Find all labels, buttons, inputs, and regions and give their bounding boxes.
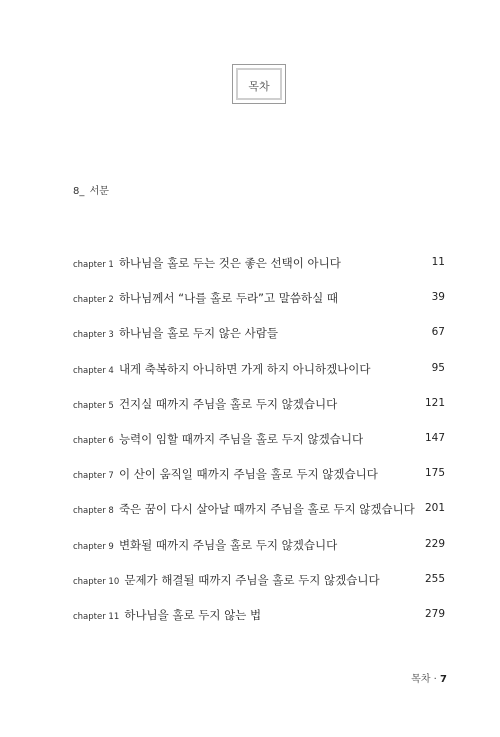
chapter-title: 문제가 해결될 때까지 주님을 홀로 두지 않겠습니다 [124, 572, 380, 587]
chapter-page-number: 121 [424, 396, 445, 409]
toc-entry [73, 604, 445, 639]
chapter-page-number: 11 [431, 256, 445, 268]
chapter-label: chapter 5 [73, 400, 114, 411]
chapter-label: chapter 11 [73, 611, 120, 622]
toc-entry [73, 393, 445, 428]
chapter-title: 내게 축복하지 아니하면 가게 하지 아니하겠나이다 [118, 361, 371, 376]
preface-entry [73, 182, 109, 197]
toc-entry [73, 534, 445, 569]
chapter-label: chapter 6 [73, 435, 114, 446]
chapter-title: 죽은 꿈이 다시 살아날 때까지 주님을 홀로 두지 않겠습니다 [118, 502, 415, 517]
chapter-page-number: 255 [424, 572, 445, 585]
toc-entry [73, 498, 445, 533]
chapter-label: chapter 4 [73, 365, 114, 376]
chapter-page-number: 201 [424, 502, 445, 515]
chapter-label: chapter 9 [73, 541, 114, 552]
chapter-title: 능력이 임할 때까지 주님을 홀로 두지 않겠습니다 [118, 431, 364, 446]
toc-entry [73, 463, 445, 498]
chapter-label: chapter 2 [73, 295, 114, 306]
chapter-title: 하나님을 홀로 두지 않은 사람들 [118, 326, 278, 341]
chapter-page-number: 67 [431, 326, 445, 339]
chapter-title: 하나님을 홀로 두는 것은 좋은 선택이 아니다 [118, 256, 341, 270]
toc-title: 목차 [248, 80, 270, 93]
chapter-page-number: 95 [431, 361, 445, 374]
chapter-label: chapter 10 [73, 576, 120, 587]
footer-page-number: 7 [440, 674, 447, 685]
chapter-label: chapter 3 [73, 330, 114, 341]
chapter-title: 변화될 때까지 주님을 홀로 두지 않겠습니다 [118, 537, 338, 552]
chapter-title: 하나님을 홀로 두지 않는 법 [124, 607, 262, 622]
preface-title: 서문 [89, 186, 109, 197]
toc-title-box [232, 64, 286, 104]
chapter-label: chapter 8 [73, 506, 114, 517]
chapter-label: chapter 7 [73, 471, 114, 482]
toc-list [73, 252, 445, 639]
chapter-title: 하나님께서 “나를 홀로 두라”고 말씀하실 때 [118, 291, 338, 306]
chapter-label: chapter 1 [73, 260, 114, 270]
chapter-title: 건지실 때까지 주님을 홀로 두지 않겠습니다 [118, 396, 338, 411]
chapter-page-number: 39 [431, 291, 445, 304]
chapter-page-number: 229 [424, 537, 445, 550]
toc-entry [73, 287, 445, 322]
toc-entry [73, 322, 445, 357]
chapter-page-number: 175 [424, 467, 445, 480]
page-footer [411, 670, 447, 685]
chapter-title: 이 산이 움직일 때까지 주님을 홀로 두지 않겠습니다 [118, 467, 378, 482]
preface-page: 8_ [73, 186, 85, 197]
chapter-page-number: 279 [424, 607, 445, 620]
chapter-page-number: 147 [424, 431, 445, 444]
toc-entry [73, 569, 445, 604]
toc-entry [73, 252, 445, 287]
footer-text: 목차 · [411, 674, 441, 685]
toc-entry [73, 428, 445, 463]
toc-entry [73, 358, 445, 393]
